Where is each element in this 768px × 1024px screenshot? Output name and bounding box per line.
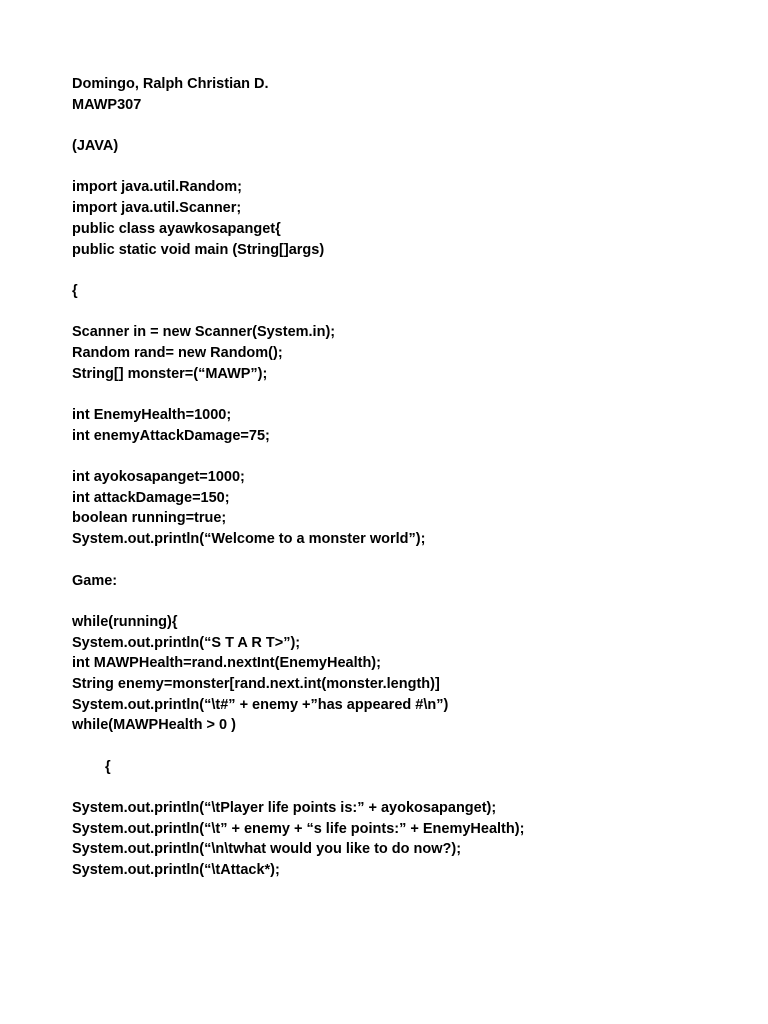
code-line: System.out.println(“S T A R T>”); (72, 634, 301, 651)
code-line (72, 591, 712, 612)
code-line (72, 302, 712, 323)
blank-line (72, 115, 712, 136)
code-line (72, 384, 712, 405)
code-line: import java.util.Scanner; (72, 200, 242, 217)
code-line: public static void main (String[]args) (72, 241, 325, 258)
blank-line (72, 157, 712, 178)
code-line: System.out.println(“\tPlayer life points is:” + ayokosapanget); (72, 800, 497, 817)
code-line: while(MAWPHealth > 0 ) (72, 717, 236, 734)
code-line: System.out.println(“\tAttack*); (72, 862, 280, 879)
document-content (72, 74, 712, 881)
code-line (72, 260, 712, 281)
code-line: Scanner in = new Scanner(System.in); (72, 324, 336, 341)
code-line: System.out.println(“\t#” + enemy +”has appeared #\n”) (72, 696, 449, 713)
code-line: public class ayawkosapanget{ (72, 220, 281, 237)
course-code: MAWP307 (72, 96, 142, 113)
code-line: int EnemyHealth=1000; (72, 407, 232, 423)
code-line: String[] monster=(“MAWP”); (72, 365, 268, 382)
code-line (72, 736, 712, 757)
code-line: while(running){ (72, 613, 178, 630)
code-line: int enemyAttackDamage=75; (72, 427, 270, 444)
code-line (72, 777, 712, 798)
code-line: Game: (72, 572, 118, 589)
author-name: Domingo, Ralph Christian D. (72, 76, 269, 92)
code-line: { (105, 758, 111, 775)
code-line: boolean running=true; (72, 510, 227, 527)
code-line: int MAWPHealth=rand.nextInt(EnemyHealth); (72, 655, 381, 672)
code-line: String enemy=monster[rand.next.int(monster.length)] (72, 675, 440, 692)
code-line: System.out.println(“Welcome to a monster world”); (72, 531, 426, 548)
code-line (72, 446, 712, 467)
code-line: int attackDamage=150; (72, 489, 230, 506)
code-line: import java.util.Random; (72, 179, 242, 196)
code-line: { (72, 282, 78, 299)
code-line: int ayokosapanget=1000; (72, 469, 245, 486)
language-label: (JAVA) (72, 138, 119, 155)
code-line: System.out.println(“\n\twhat would you like to do now?); (72, 841, 462, 858)
code-line: Random rand= new Random(); (72, 344, 283, 361)
code-line: System.out.println(“\t” + enemy + “s life points:” + EnemyHealth); (72, 820, 525, 837)
code-line (72, 550, 712, 571)
